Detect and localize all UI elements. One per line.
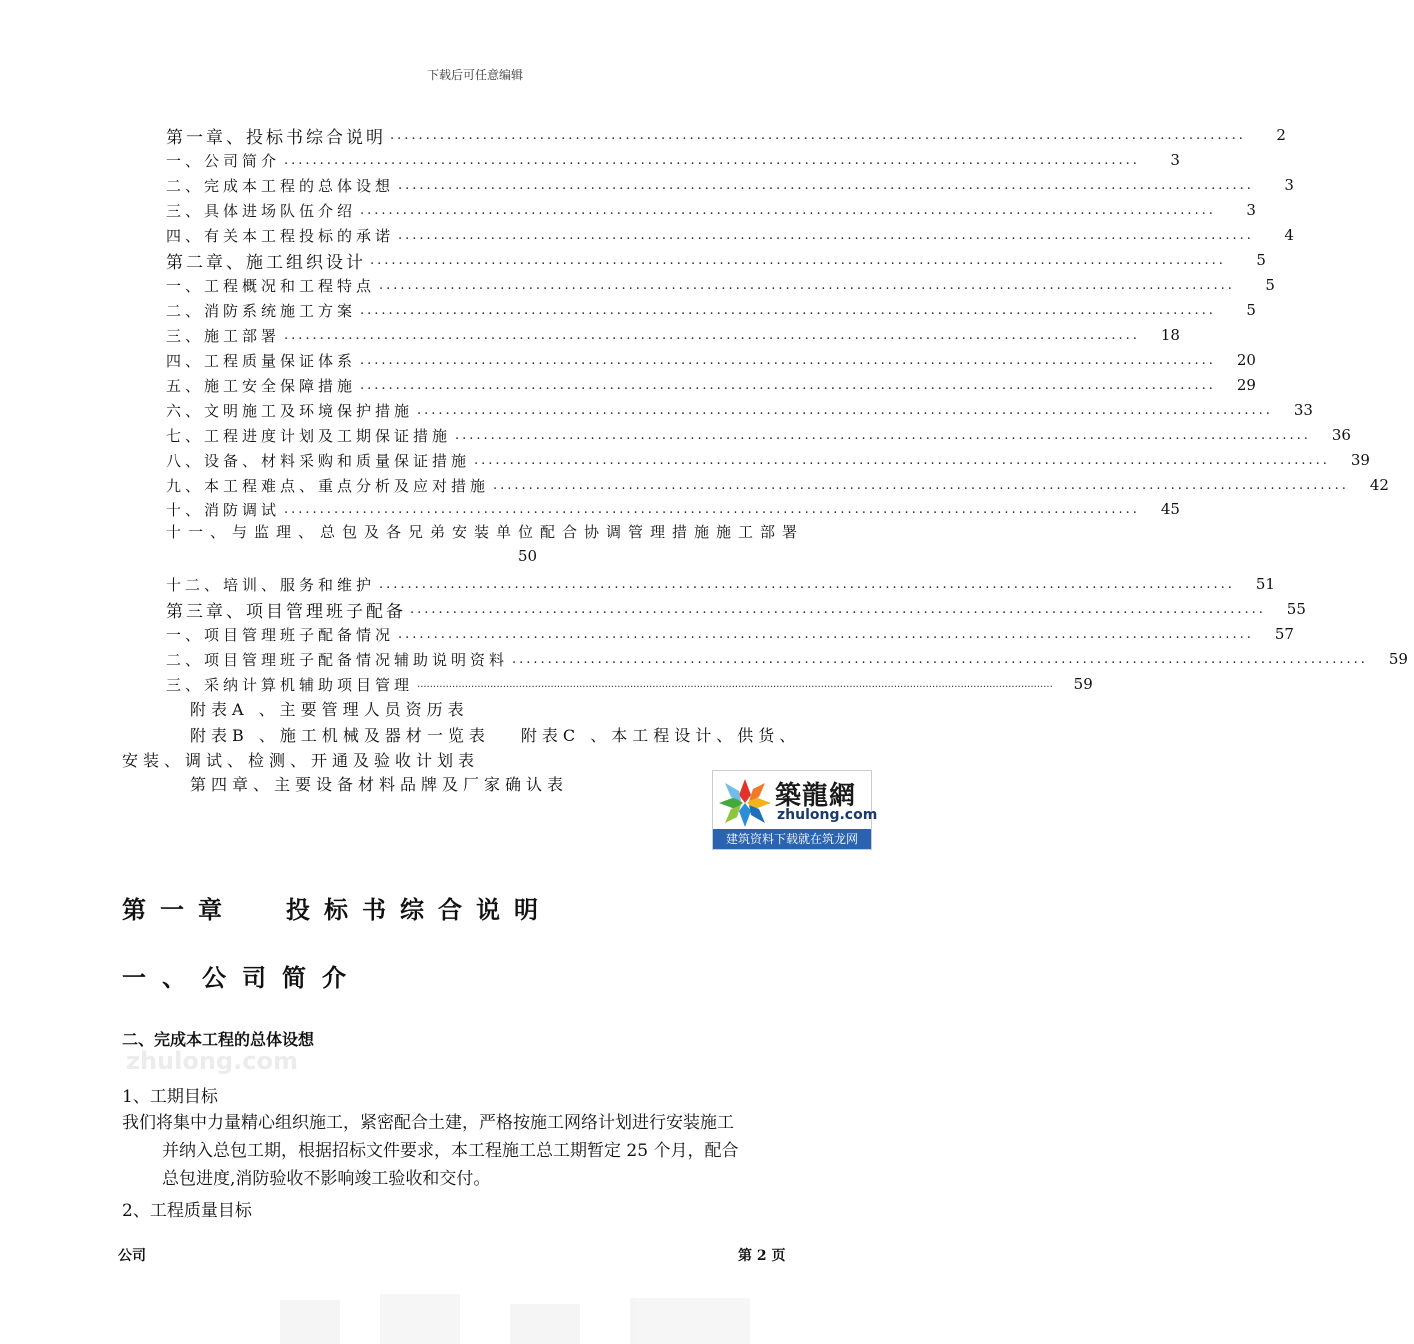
item-schedule-goal: 1、工期目标	[122, 1087, 218, 1107]
toc-entry-page: 4	[1284, 226, 1294, 244]
toc-entry-title: 一、公司简介	[166, 151, 281, 170]
chapter-heading-title: 投标书综合说明	[286, 896, 552, 924]
toc-entry-page: 51	[1255, 575, 1275, 593]
toc-dot-leader: ........................................................................................................................	[390, 127, 1246, 143]
toc-entry-wrapped-title[interactable]: 十一、与监理、总包及各兄弟安装单位配合协调管理措施施工部署	[166, 523, 805, 541]
toc-entry[interactable]	[166, 223, 1294, 247]
chapter-heading-number: 第一章	[122, 896, 236, 924]
toc-entry-title: 八、设备、材料采购和质量保证措施	[166, 451, 471, 470]
paragraph-line: 并纳入总包工期，根据招标文件要求，本工程施工总工期暂定 25 个月，配合	[162, 1141, 739, 1161]
toc-entry[interactable]	[166, 298, 1256, 322]
subsection-heading: 二、完成本工程的总体设想	[122, 1030, 315, 1049]
toc-entry-page: 3	[1246, 201, 1256, 219]
toc-dot-leader: ........................................................................................................................	[417, 402, 1273, 418]
toc-entry-page: 5	[1265, 276, 1275, 294]
item-quality-goal: 2、工程质量目标	[122, 1201, 252, 1221]
toc-entry-title: 二、项目管理班子配备情况辅助说明资料	[166, 650, 509, 669]
toc-entry-title: 三、具体进场队伍介绍	[166, 201, 357, 220]
toc-entry[interactable]	[166, 647, 1408, 671]
logo-chinese-name: 築龍網	[775, 781, 857, 811]
toc-entry-page: 33	[1293, 401, 1313, 419]
toc-dot-leader: ........................................................................................................................	[493, 477, 1349, 493]
toc-entry-title: 三、施工部署	[166, 326, 281, 345]
toc-entry[interactable]	[166, 423, 1351, 447]
toc-entry[interactable]	[166, 672, 1093, 696]
paragraph-schedule	[122, 1109, 822, 1193]
toc-dot-leader: ........................................................................................................................	[284, 152, 1140, 168]
logo-star-icon	[717, 777, 773, 829]
toc-entry[interactable]	[166, 448, 1370, 472]
page-header-note: 下载后可任意编辑	[426, 68, 523, 82]
toc-dot-leader: ........................................................................................................................	[370, 252, 1226, 268]
toc-entry-title: 第三章、项目管理班子配备	[166, 601, 406, 622]
toc-entry-title: 九、本工程难点、重点分析及应对措施	[166, 476, 490, 495]
toc-entry-title: 第一章、投标书综合说明	[166, 127, 386, 148]
toc-entry[interactable]	[166, 148, 1180, 172]
toc-dot-leader: ........................................................................................................................	[360, 352, 1216, 368]
toc-entry-page: 39	[1350, 451, 1370, 469]
toc-entry-page: 55	[1286, 600, 1306, 618]
toc-entry-page: 45	[1160, 500, 1180, 518]
toc-dot-leader: ........................................................................................................................................................................................................	[417, 678, 1053, 690]
toc-entry-page: 18	[1160, 326, 1180, 344]
toc-dot-leader: ........................................................................................................................	[410, 601, 1266, 617]
logo-slogan: 建筑资料下载就在筑龙网	[713, 829, 871, 849]
toc-entry-page: 2	[1276, 126, 1286, 144]
toc-entry[interactable]	[166, 572, 1275, 596]
toc-entry-title: 一、工程概况和工程特点	[166, 276, 376, 295]
appendix-a[interactable]: 附表A 、主要管理人员资历表	[190, 700, 469, 719]
toc-dot-leader: ........................................................................................................................	[398, 227, 1254, 243]
toc-entry[interactable]	[166, 198, 1256, 222]
zhulong-logo[interactable]	[712, 770, 878, 850]
appendix-bc-line1[interactable]: 附表B 、施工机械及器材一览表 附表C 、本工程设计、供货、	[190, 726, 801, 745]
toc-entry-title: 二、消防系统施工方案	[166, 301, 357, 320]
toc-entry-title: 三、采纳计算机辅助项目管理	[166, 675, 414, 694]
logo-domain: zhulong.com	[777, 807, 878, 823]
toc-entry-title: 五、施工安全保障措施	[166, 376, 357, 395]
toc-entry-title: 七、工程进度计划及工期保证措施	[166, 426, 452, 445]
toc-entry-title: 四、有关本工程投标的承诺	[166, 226, 395, 245]
toc-entry[interactable]	[166, 348, 1256, 372]
toc-entry-title: 十、消防调试	[166, 500, 281, 519]
section-heading: 一、公司简介	[122, 964, 362, 992]
toc-entry-title: 十二、培训、服务和维护	[166, 575, 376, 594]
toc-entry[interactable]	[166, 323, 1180, 347]
toc-entry[interactable]	[166, 473, 1389, 497]
toc-entry[interactable]	[166, 373, 1256, 397]
toc-entry[interactable]	[166, 273, 1275, 297]
toc-entry-page: 36	[1331, 426, 1351, 444]
paragraph-line: 总包进度,消防验收不影响竣工验收和交付。	[162, 1169, 491, 1189]
toc-dot-leader: ........................................................................................................................	[474, 452, 1330, 468]
toc-dot-leader: ........................................................................................................................	[360, 377, 1216, 393]
toc-dot-leader: ........................................................................................................................	[455, 427, 1311, 443]
faint-bleed-through-decoration	[270, 1290, 790, 1344]
toc-entry-title: 一、项目管理班子配备情况	[166, 625, 395, 644]
toc-dot-leader: ........................................................................................................................	[360, 302, 1216, 318]
toc-entry-page: 5	[1256, 251, 1266, 269]
toc-dot-leader: ........................................................................................................................	[398, 626, 1254, 642]
appendix-bc-line2[interactable]: 安装、调试、检测、开通及验收计划表	[122, 751, 480, 770]
toc-dot-leader: ........................................................................................................................	[379, 576, 1235, 592]
toc-dot-leader: ........................................................................................................................	[512, 651, 1368, 667]
chapter-four-entry[interactable]: 第四章、主要设备材料品牌及厂家确认表	[190, 775, 569, 794]
toc-entry-page: 20	[1236, 351, 1256, 369]
toc-entry[interactable]	[166, 597, 1306, 622]
watermark: zhulong.com	[126, 1047, 298, 1075]
toc-dot-leader: ........................................................................................................................	[360, 202, 1216, 218]
toc-entry[interactable]	[166, 123, 1286, 148]
toc-entry-page: 59	[1073, 675, 1093, 693]
toc-dot-leader: ........................................................................................................................	[398, 177, 1254, 193]
toc-entry-title: 二、完成本工程的总体设想	[166, 176, 395, 195]
toc-entry-page: 29	[1236, 376, 1256, 394]
toc-entry-page: 3	[1170, 151, 1180, 169]
toc-entry-page: 5	[1246, 301, 1256, 319]
toc-dot-leader: ........................................................................................................................	[379, 277, 1235, 293]
footer-page-number: 第 2 页	[738, 1248, 786, 1264]
footer-company: 公司	[118, 1248, 146, 1264]
toc-entry-page: 57	[1274, 625, 1294, 643]
toc-entry[interactable]	[166, 398, 1313, 422]
toc-entry-page: 42	[1369, 476, 1389, 494]
toc-entry[interactable]	[166, 173, 1294, 197]
toc-entry[interactable]	[166, 622, 1294, 646]
toc-entry-title: 第二章、施工组织设计	[166, 252, 366, 273]
toc-entry[interactable]	[166, 248, 1266, 273]
paragraph-line: 我们将集中力量精心组织施工，紧密配合土建，严格按施工网络计划进行安装施工	[122, 1113, 734, 1133]
chapter-heading	[122, 890, 552, 925]
toc-entry-page: 59	[1388, 650, 1408, 668]
toc-dot-leader: ........................................................................................................................	[284, 501, 1140, 517]
toc-entry[interactable]	[166, 497, 1180, 521]
toc-entry-wrapped-page: 50	[518, 547, 538, 565]
toc-entry-title: 六、文明施工及环境保护措施	[166, 401, 414, 420]
toc-entry-page: 3	[1284, 176, 1294, 194]
toc-dot-leader: ........................................................................................................................	[284, 327, 1140, 343]
toc-entry-title: 四、工程质量保证体系	[166, 351, 357, 370]
